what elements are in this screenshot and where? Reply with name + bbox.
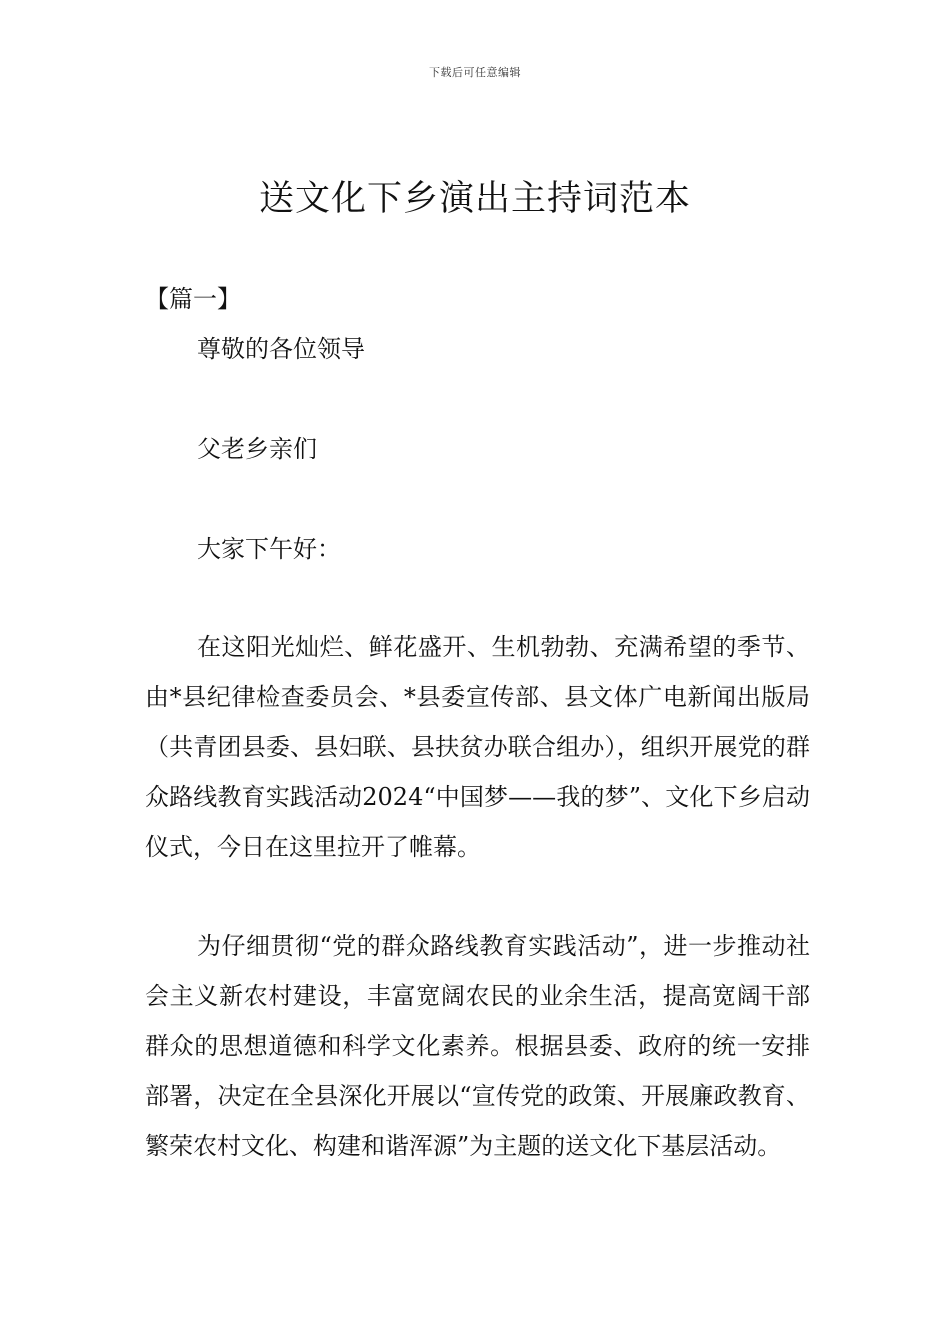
document-title: 送文化下乡演出主持词范本 (258, 179, 691, 219)
greeting-leaders: 尊敬的各位领导 (197, 335, 365, 363)
greeting-afternoon: 大家下午好： (197, 535, 341, 563)
page-header-note: 下载后可任意编辑 (429, 66, 521, 79)
paragraph-opening: 在这阳光灿烂、鲜花盛开、生机勃勃、充满希望的季节、由*县纪律检查委员会、*县委宣传部、县文体广电新闻出版局（共青团县委、县妇联、县扶贫办联合组办），组织开展党的群众路线教育实践活动2024“中国梦——我的梦”、文化下乡启动仪式，今日在这里拉开了帷幕。 (145, 633, 810, 861)
section-label: 【篇一】 (145, 285, 241, 313)
greeting-villagers: 父老乡亲们 (197, 435, 317, 463)
paragraph-purpose: 为仔细贯彻“党的群众路线教育实践活动”，进一步推动社会主义新农村建设，丰富宽阔农民的业余生活，提高宽阔干部群众的思想道德和科学文化素养。根据县委、政府的统一安排部署，决定在全县深化开展以“宣传党的政策、开展廉政教育、繁荣农村文化、构建和谐浑源”为主题的送文化下基层活动。 (145, 932, 810, 1160)
